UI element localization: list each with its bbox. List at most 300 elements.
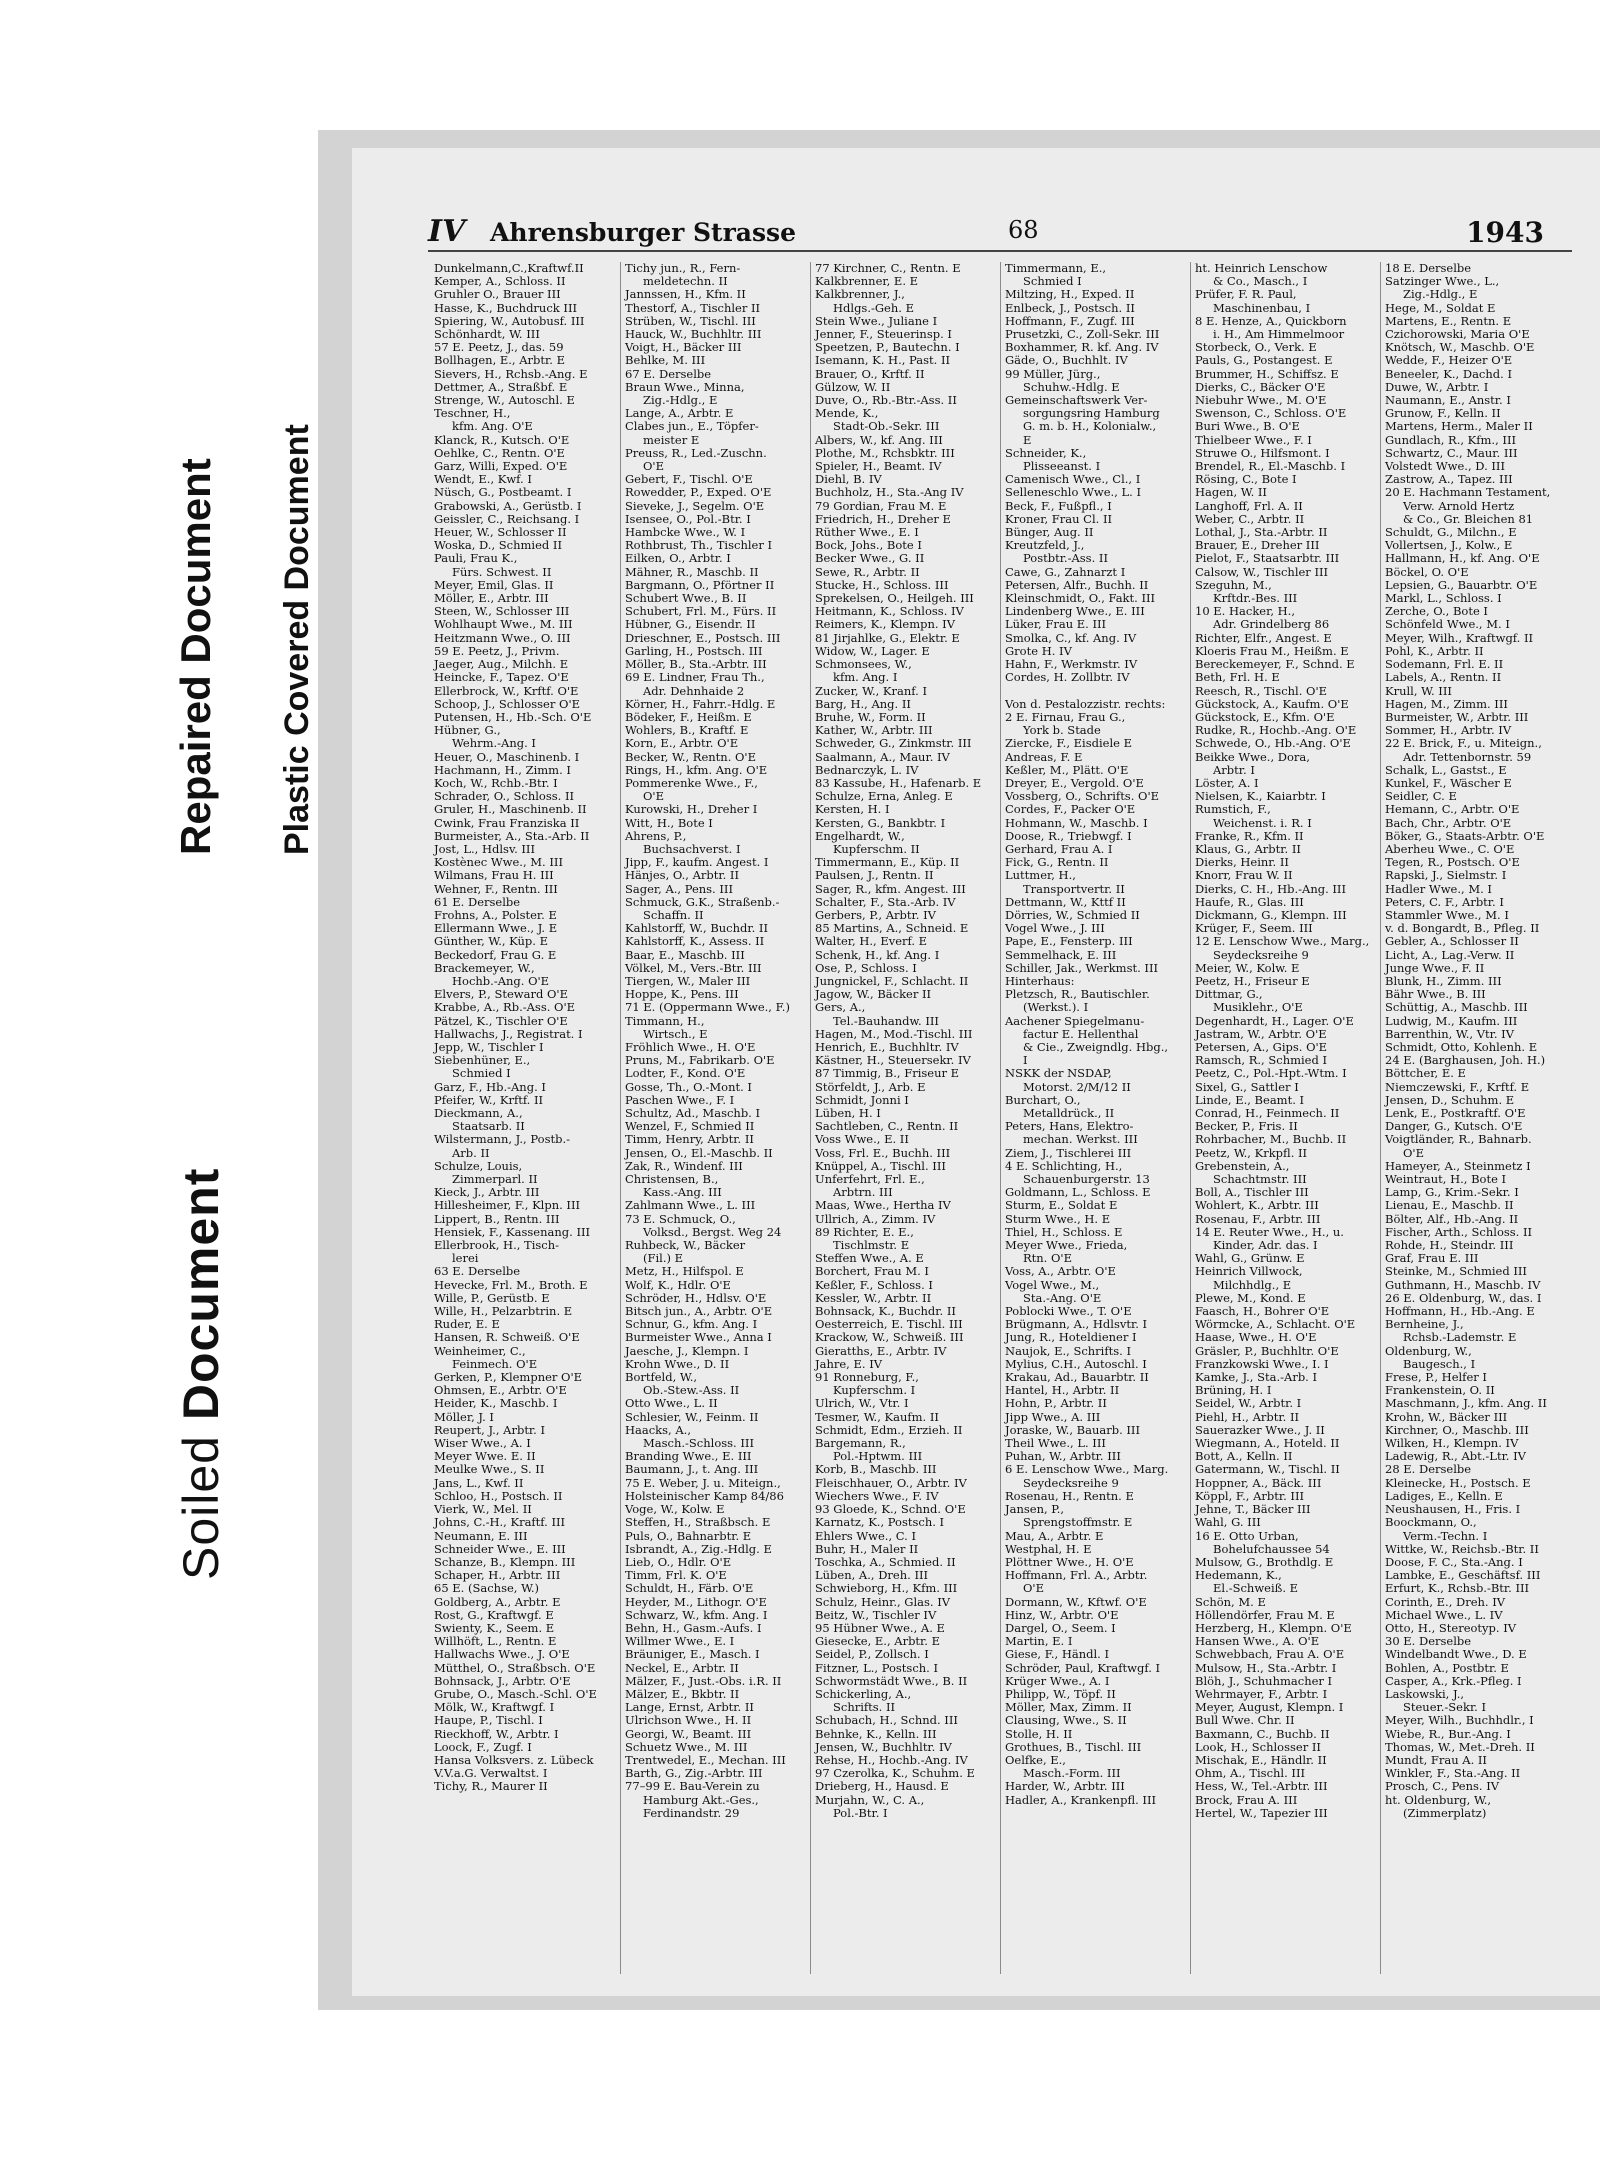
directory-entry: Böker, G., Staats-Arbtr. O'E — [1385, 829, 1545, 843]
directory-entry: Maas, Wwe., Hertha IV — [815, 1199, 951, 1213]
directory-entry: Martin, E. I — [1005, 1635, 1073, 1649]
directory-entry: Wolf, K., Hdlr. O'E — [625, 1278, 731, 1292]
directory-entry: Schoop, J., Schlosser O'E — [434, 697, 581, 711]
directory-entry: Schubach, H., Schnd. III — [815, 1714, 958, 1728]
directory-entry: Andreas, F. E — [1005, 750, 1083, 764]
directory-entry: Timmann, H., — [625, 1014, 705, 1028]
directory-entry: Schickerling, A., — [815, 1687, 912, 1701]
directory-entry: Rosenau, F., Arbtr. III — [1195, 1212, 1321, 1226]
directory-entry: Zahlmann Wwe., L. III — [625, 1199, 756, 1213]
directory-entry: Kemper, A., Schloss. II — [434, 275, 566, 289]
directory-entry: Siebenhüner, E., — [434, 1054, 531, 1068]
directory-entry: Hoffmann, F., Zugf. III — [1005, 314, 1135, 328]
directory-entry: Kalkbrenner, E. E — [815, 275, 919, 289]
directory-entry: Martens, E., Rentn. E — [1385, 314, 1512, 328]
directory-entry: Ose, P., Schloss. I — [815, 961, 917, 975]
directory-entry: Beneeler, K., Dachd. I — [1385, 367, 1512, 381]
directory-entry: Naumann, E., Anstr. I — [1385, 394, 1511, 408]
directory-entry: Schanze, B., Klempn. III — [434, 1555, 576, 1569]
directory-entry: 87 Timmig, B., Friseur E — [815, 1067, 960, 1081]
directory-entry: Jungnickel, F., Schlacht. II — [815, 974, 969, 988]
directory-entry: Cordes, F., Packer O'E — [1005, 803, 1136, 817]
directory-entry: Kästner, H., Steuersekr. IV — [815, 1054, 971, 1068]
directory-entry: Postbtr.-Ass. II — [1023, 552, 1108, 566]
plastic-covered-document-label: Plastic Covered Document — [278, 424, 316, 855]
directory-entry: Lienau, E., Maschb. II — [1385, 1199, 1514, 1213]
directory-entry: Schmied I — [452, 1067, 511, 1081]
directory-entry: Kirchner, O., Maschb. III — [1385, 1423, 1529, 1437]
directory-entry: Wohlert, K., Arbtr. III — [1195, 1199, 1319, 1213]
directory-entry: Gebert, F., Tischl. O'E — [625, 473, 753, 487]
directory-entry: Pauli, Frau K., — [434, 552, 518, 566]
directory-entry: Georgi, W., Beamt. III — [625, 1727, 752, 1741]
directory-entry: Christensen, B., — [625, 1173, 719, 1187]
directory-entry: Schlesier, W., Feinm. II — [625, 1410, 759, 1424]
directory-entry: Grube, O., Masch.-Schl. O'E — [434, 1687, 597, 1701]
directory-entry: Niebuhr Wwe., M. O'E — [1195, 394, 1327, 408]
directory-entry: Hänjes, O., Arbtr. II — [625, 869, 740, 883]
directory-entry: Adr. Grindelberg 86 — [1213, 618, 1330, 632]
directory-entry: Krohn, W., Bäcker III — [1385, 1410, 1508, 1424]
directory-entry: Jehne, T., Bäcker III — [1195, 1503, 1311, 1517]
directory-entry: Drieschner, E., Postsch. III — [625, 631, 781, 645]
directory-entry: Heinrich Villwock, — [1195, 1265, 1303, 1279]
directory-entry: (Zimmerplatz) — [1403, 1806, 1487, 1820]
directory-entry: Dickmann, G., Klempn. III — [1195, 908, 1347, 922]
directory-entry: Wille, P., Gerüstb. E — [434, 1291, 550, 1305]
directory-entry: 10 E. Hacker, H., — [1195, 605, 1295, 619]
directory-entry: Masch.-Form. III — [1023, 1767, 1121, 1781]
directory-entry: Motorst. 2/M/12 II — [1023, 1080, 1131, 1094]
directory-entry: Köppl, F., Arbtr. III — [1195, 1489, 1305, 1503]
directory-entry: Braun Wwe., Minna, — [625, 380, 745, 394]
directory-entry: Schrader, O., Schloss. II — [434, 790, 575, 804]
directory-entry: Clausing, Wwe., S. II — [1005, 1714, 1127, 1728]
directory-entry: Möller, E., Arbtr. III — [434, 592, 549, 606]
directory-entry: Pol.-Btr. I — [833, 1806, 888, 1820]
directory-entry: Schmidt, Jonni I — [815, 1093, 909, 1107]
column-4 — [1000, 262, 1189, 1974]
directory-entry: Bödeker, F., Heißm. E — [625, 710, 752, 724]
directory-entry: Wohlers, B., Kraftf. E — [625, 724, 749, 738]
directory-entry: 28 E. Derselbe — [1385, 1463, 1472, 1477]
directory-entry: Paschen Wwe., F. I — [625, 1093, 735, 1107]
directory-entry: Dörries, W., Schmied II — [1005, 908, 1140, 922]
directory-entry: Smolka, C., kf. Ang. IV — [1005, 631, 1137, 645]
directory-entry: 18 E. Derselbe — [1385, 262, 1472, 275]
directory-entry: Krackow, W., Schweiß. III — [815, 1331, 964, 1345]
directory-entry: Sachtleben, C., Rentn. II — [815, 1120, 959, 1134]
directory-entry: Gemeinschaftswerk Ver- — [1005, 394, 1148, 408]
directory-entry: Johns, C.-H., Kraftf. III — [434, 1516, 566, 1530]
directory-entry: v. d. Bongardt, B., Pfleg. II — [1385, 922, 1540, 936]
directory-entry: Meyer, Wilh., Buchhdlr., I — [1385, 1714, 1534, 1728]
directory-entry: Schultz, Ad., Maschb. I — [625, 1107, 761, 1120]
directory-entry: Jensen, W., Buchhltr. IV — [815, 1740, 952, 1754]
directory-entry: Staatsarb. II — [452, 1120, 525, 1134]
directory-entry: 63 E. Derselbe — [434, 1265, 521, 1279]
directory-entry: Bock, Johs., Bote I — [815, 539, 922, 553]
directory-entry: Harder, W., Arbtr. III — [1005, 1780, 1125, 1794]
directory-entry: Sauerazker Wwe., J. II — [1195, 1423, 1325, 1437]
directory-entry: Heider, K., Maschb. I — [434, 1397, 558, 1411]
directory-entry: Adr. Tettenbornstr. 59 — [1403, 750, 1532, 764]
directory-entry: Hansen Wwe., A. O'E — [1195, 1635, 1320, 1649]
page-number: 68 — [1008, 216, 1039, 244]
directory-entry: Sta.-Ang. O'E — [1023, 1291, 1102, 1305]
directory-entry: Kroner, Frau Cl. II — [1005, 512, 1113, 526]
directory-entry: Grothues, B., Tischl. III — [1005, 1740, 1142, 1754]
directory-entry: Kreutzfeld, J., — [1005, 539, 1085, 553]
directory-entry: Schneider Wwe., E. III — [434, 1542, 566, 1556]
directory-entry: Mulsow, G., Brothdlg. E — [1195, 1555, 1334, 1569]
directory-entry: Henrich, E., Buchhltr. IV — [815, 1040, 959, 1054]
directory-entry: Brüning, H. I — [1195, 1384, 1272, 1398]
directory-entry: Wenzel, F., Schmied II — [625, 1120, 755, 1134]
directory-entry: Voge, W., Kolw. E — [625, 1503, 725, 1517]
directory-entry: Sager, A., Pens. III — [625, 882, 733, 896]
directory-entry: 24 E. (Barghausen, Joh. H.) — [1385, 1054, 1546, 1068]
directory-entry: 79 Gordian, Frau M. E — [815, 499, 947, 513]
directory-entry: 4 E. Schlichting, H., — [1005, 1159, 1123, 1173]
directory-entry: Guthmann, H., Maschb. IV — [1385, 1278, 1541, 1292]
directory-entry: Lange, A., Arbtr. E — [625, 407, 734, 421]
directory-entry: 77 Kirchner, C., Rentn. E — [815, 262, 961, 275]
directory-entry: Lieb, O., Hdlr. O'E — [625, 1555, 732, 1569]
directory-entry: Gruhler O., Brauer III — [434, 288, 561, 302]
directory-entry: Spieler, H., Beamt. IV — [815, 460, 942, 474]
directory-entry: Schrifts. II — [833, 1701, 896, 1715]
directory-entry: Drieberg, H., Hausd. E — [815, 1780, 949, 1794]
directory-entry: Windelbandt Wwe., D. E — [1385, 1648, 1527, 1662]
directory-entry: Hagen, M., Zimm. III — [1385, 697, 1508, 711]
directory-entry: Rchsb.-Lademstr. E — [1403, 1331, 1517, 1345]
directory-entry: Niemczewski, F., Krftf. E — [1385, 1080, 1530, 1094]
directory-entry: Schuldt, G., Milchn., E — [1385, 526, 1517, 540]
directory-entry: 16 E. Otto Urban, — [1195, 1529, 1299, 1543]
directory-entry: Dierks, Heinr. II — [1195, 856, 1289, 870]
directory-entry: Schnur, G., kfm. Ang. I — [625, 1318, 758, 1332]
directory-entry: Wilstermann, J., Postb.- — [434, 1133, 570, 1147]
directory-entry: Corinth, E., Dreh. IV — [1385, 1595, 1506, 1609]
directory-entry: Weintraut, H., Bote I — [1385, 1173, 1507, 1187]
directory-entry: Hoffmann, H., Hb.-Ang. E — [1385, 1305, 1535, 1319]
directory-entry: E — [1023, 433, 1032, 447]
directory-entry: Seydecksreihe 9 — [1023, 1476, 1119, 1490]
directory-entry: O'E — [1023, 1582, 1044, 1596]
directory-entry: Giesecke, E., Arbtr. E — [815, 1635, 940, 1649]
directory-entry: Bohlen, A., Postbtr. E — [1385, 1661, 1509, 1675]
directory-entry: Rehse, H., Hochb.-Ang. IV — [815, 1753, 968, 1767]
directory-entry: Buhr, H., Maler II — [815, 1542, 919, 1556]
directory-entry: Schulze, Erna, Anleg. E — [815, 790, 953, 804]
directory-entry: Dierks, C., Bäcker O'E — [1195, 380, 1326, 394]
directory-entry: Engelhardt, W., — [815, 829, 905, 843]
directory-entry: & Cie., Zweigndlg. Hbg., — [1023, 1040, 1169, 1054]
directory-entry: Garz, F., Hb.-Ang. I — [434, 1080, 546, 1094]
directory-entry: Baugesch., I — [1403, 1357, 1476, 1371]
directory-entry: Oehlke, C., Rentn. O'E — [434, 446, 565, 460]
directory-entry: Pohl, K., Arbtr. II — [1385, 644, 1484, 658]
directory-entry: Körner, H., Fahrr.-Hdlg. E — [625, 697, 776, 711]
directory-entry: Pol.-Hptwm. III — [833, 1450, 923, 1464]
directory-entry: Witt, H., Bote I — [625, 816, 713, 830]
directory-entry: Bednarczyk, L. IV — [815, 763, 919, 777]
directory-entry: Rowedder, P., Exped. O'E — [625, 486, 772, 500]
directory-entry: Plöttner Wwe., H. O'E — [1005, 1555, 1134, 1569]
directory-entry: Kleinschmidt, O., Fakt. III — [1005, 592, 1156, 606]
directory-entry: Peetz, W., Krkpfl. II — [1195, 1146, 1308, 1160]
directory-entry: Sturm, E., Soldat E — [1005, 1199, 1118, 1213]
directory-entry: Boll, A., Tischler III — [1195, 1186, 1309, 1200]
directory-entry: Schuetz Wwe., M. III — [625, 1740, 748, 1754]
directory-entry: Widow, W., Lager. E — [815, 644, 930, 658]
directory-entry: Ludwig, M., Kaufm. III — [1385, 1014, 1518, 1028]
directory-entry: Verm.-Techn. I — [1403, 1529, 1488, 1543]
directory-entry: Burmeister, W., Arbtr. III — [1385, 710, 1529, 724]
directory-entry: Puls, O., Bahnarbtr. E — [625, 1529, 752, 1543]
directory-entry: Musiklehr., O'E — [1213, 1001, 1303, 1015]
directory-entry: Tichy jun., R., Fern- — [625, 262, 741, 275]
section-number: IV — [428, 214, 466, 249]
directory-entry: Richter, Elfr., Angest. E — [1195, 631, 1332, 645]
directory-entry: Thestorf, A., Tischler II — [625, 301, 761, 315]
directory-entry: Sievers, H., Rchsb.-Ang. E — [434, 367, 588, 381]
directory-entry: Dettmann, W., Kttf II — [1005, 895, 1126, 909]
directory-entry: Hohmann, W., Maschb. I — [1005, 816, 1148, 830]
directory-entry: Dunkelmann,C.,Kraftwf.II — [434, 262, 584, 275]
directory-entry: Ellerbrock, W., Krftf. O'E — [434, 684, 579, 698]
directory-entry: mechan. Werkst. III — [1023, 1133, 1138, 1147]
directory-entry: Adr. Dehnhaide 2 — [643, 684, 745, 698]
directory-entry: Lüben, H. I — [815, 1107, 881, 1120]
directory-entry: Erfurt, K., Rchsb.-Btr. III — [1385, 1582, 1530, 1596]
directory-entry: Frese, P., Helfer I — [1385, 1371, 1487, 1385]
directory-entry: 20 E. Hachmann Testament, — [1385, 486, 1551, 500]
directory-entry: Neckel, E., Arbtr. II — [625, 1661, 739, 1675]
directory-entry: Grebenstein, A., — [1195, 1159, 1290, 1173]
directory-entry: Rost, G., Kraftwgf. E — [434, 1608, 554, 1622]
directory-entry: Puhan, W., Arbtr. III — [1005, 1450, 1121, 1464]
directory-entry: Arb. II — [452, 1146, 490, 1160]
directory-entry: Jost, L., Hdlsv. III — [434, 842, 536, 856]
directory-entry: Ulrich, W., Vtr. I — [815, 1397, 909, 1411]
directory-entry: Neushausen, H., Fris. I — [1385, 1503, 1521, 1517]
directory-entry: Beth, Frl. H. E — [1195, 671, 1280, 685]
directory-entry: Jensen, O., El.-Maschb. II — [625, 1146, 773, 1160]
directory-entry: Heincke, F., Tapez. O'E — [434, 671, 569, 685]
directory-entry: Ladewig, R., Abt.-Ltr. IV — [1385, 1450, 1526, 1464]
directory-entry: (Werkst.). I — [1023, 1001, 1089, 1015]
directory-entry: meldetechn. II — [643, 275, 728, 289]
directory-entry: Schneider, K., — [1005, 446, 1087, 460]
directory-entry: Wiser Wwe., A. I — [434, 1437, 531, 1451]
directory-entry: Tesmer, W., Kaufm. II — [815, 1410, 939, 1424]
directory-entry: Hess, W., Tel.-Arbtr. III — [1195, 1780, 1328, 1794]
directory-entry: Kloeris Frau M., Heißm. E — [1195, 644, 1349, 658]
directory-entry: Jipp, F., kaufm. Angest. I — [625, 856, 769, 870]
directory-entry: Mälzer, F., Just.-Obs. i.R. II — [625, 1674, 782, 1688]
directory-entry: Buri Wwe., B. O'E — [1195, 420, 1300, 434]
directory-entry: Schuldt, H., Färb. O'E — [625, 1582, 754, 1596]
directory-entry: 57 E. Peetz, J., das. 59 — [434, 341, 564, 355]
directory-entry: Schaffn. II — [643, 908, 704, 922]
directory-entry: Cawe, G., Zahnarzt I — [1005, 565, 1126, 579]
directory-entry: Schaper, H., Arbtr. III — [434, 1569, 561, 1583]
directory-entry: Licht, A., Lag.-Verw. II — [1385, 948, 1515, 962]
directory-entry: Bargemann, R., — [815, 1437, 906, 1451]
column-2 — [620, 262, 809, 1974]
directory-entry: Jipp Wwe., A. III — [1005, 1410, 1101, 1424]
directory-entry: Rings, H., kfm. Ang. O'E — [625, 763, 768, 777]
directory-entry: Giese, F., Händl. I — [1005, 1648, 1110, 1662]
directory-entry: Haase, Wwe., H. O'E — [1195, 1331, 1317, 1345]
year: 1943 — [1466, 216, 1544, 249]
directory-entry: 99 Müller, Jürg., — [1005, 367, 1101, 381]
directory-entry: Mähner, R., Maschb. II — [625, 565, 759, 579]
directory-entry: Heuer, W., Schlosser II — [434, 526, 567, 540]
directory-entry: Wiebe, R., Bur.-Ang. I — [1385, 1727, 1511, 1741]
directory-entry: Willmer Wwe., E. I — [625, 1635, 735, 1649]
directory-entry: Jaesche, J., Klempn. I — [625, 1344, 749, 1358]
directory-entry: Sprengstoffmstr. E — [1023, 1516, 1133, 1530]
directory-entry: Frankenstein, O. II — [1385, 1384, 1495, 1398]
directory-entry: 75 E. Weber, J. u. Miteign., — [625, 1476, 781, 1490]
directory-entry: Jahre, E. IV — [815, 1357, 883, 1371]
directory-entry: Schönfeld Wwe., M. I — [1385, 618, 1510, 632]
directory-entry: Dieckmann, A., — [434, 1107, 523, 1120]
directory-entry: Kather, W., Arbtr. III — [815, 724, 933, 738]
directory-entry: Heitmann, K., Schloss. IV — [815, 605, 964, 619]
directory-entry: Philipp, W., Töpf. II — [1005, 1687, 1116, 1701]
directory-entry: Ramsch, R., Schmied I — [1195, 1054, 1328, 1068]
directory-entry: Toschka, A., Schmied. II — [815, 1555, 956, 1569]
directory-entry: Hadler, A., Krankenpfl. III — [1005, 1793, 1157, 1807]
directory-entry: Ob.-Stew.-Ass. II — [643, 1384, 740, 1398]
directory-entry: 97 Czerolka, K., Schuhm. E — [815, 1767, 975, 1781]
directory-entry: Krabbe, A., Rb.-Ass. O'E — [434, 1001, 576, 1015]
directory-entry: Paulsen, J., Rentn. II — [815, 869, 934, 883]
directory-entry: Hübner, G., Eisendr. II — [625, 618, 756, 632]
directory-entry: Beikke Wwe., Dora, — [1195, 750, 1310, 764]
directory-entry: Peters, C. F., Arbtr. I — [1385, 895, 1504, 909]
directory-entry: 91 Ronneburg, F., — [815, 1371, 919, 1385]
directory-entry: Saalmann, A., Maur. IV — [815, 750, 950, 764]
directory-entry: Masch.-Schloss. III — [643, 1437, 754, 1451]
directory-entry: Boxhammer, R. kf. Ang. IV — [1005, 341, 1159, 355]
directory-entry: meister E — [643, 433, 700, 447]
directory-entry: Stammler Wwe., M. I — [1385, 908, 1509, 922]
directory-entry: Kass.-Ang. III — [643, 1186, 722, 1200]
directory-entry: Unferfehrt, Frl. E., — [815, 1173, 925, 1187]
directory-entry: Bohnsack, J., Arbtr. O'E — [434, 1674, 571, 1688]
directory-entry: Semmelhack, E. III — [1005, 948, 1117, 962]
directory-entry: Korn, E., Arbtr. O'E — [625, 737, 739, 751]
directory-entry: Brauer, E., Dreher III — [1195, 539, 1320, 553]
directory-entry: Isemann, K. H., Past. II — [815, 354, 951, 368]
directory-entry: Storbeck, O., Verk. E — [1195, 341, 1317, 355]
directory-entry: Schiller, Jak., Werkmst. III — [1005, 961, 1159, 975]
directory-entry: Zig.-Hdlg., E — [643, 394, 718, 408]
directory-entry: El.-Schweiß. E — [1213, 1582, 1299, 1596]
directory-entry: Faasch, H., Bohrer O'E — [1195, 1305, 1330, 1319]
directory-entry: (Fil.) E — [643, 1252, 684, 1266]
directory-entry: Nüsch, G., Postbeamt. I — [434, 486, 572, 500]
directory-entry: Krüger, F., Seem. III — [1195, 922, 1313, 936]
directory-entry: Kessler, W., Arbtr. II — [815, 1291, 932, 1305]
directory-entry: Kostènec Wwe., M. III — [434, 856, 563, 870]
directory-entry: Naujok, E., Schrifts. I — [1005, 1344, 1131, 1358]
directory-entry: Wille, H., Pelzarbtrin. E — [434, 1305, 573, 1319]
directory-entry: Vogel Wwe., M., — [1005, 1278, 1100, 1292]
directory-entry: Pommerenke Wwe., F., — [625, 776, 758, 790]
directory-entry: Reimers, K., Klempn. IV — [815, 618, 956, 632]
directory-entry: Volksd., Bergst. Weg 24 — [643, 1225, 782, 1239]
directory-entry: Laskowski, J., — [1385, 1687, 1465, 1701]
directory-entry: Hahn, F., Werkmstr. IV — [1005, 658, 1138, 672]
directory-entry: Kersten, G., Bankbtr. I — [815, 816, 946, 830]
directory-entry: Brackemeyer, W., — [434, 961, 535, 975]
directory-entry: Gebler, A., Schlosser II — [1385, 935, 1519, 949]
directory-entry: Mundt, Frau A. II — [1385, 1753, 1487, 1767]
directory-entry: Plisseeanst. I — [1023, 460, 1101, 474]
directory-entry: Bull Wwe. Chr. II — [1195, 1714, 1295, 1728]
directory-entry: Ullrich, A., Zimm. IV — [815, 1212, 936, 1226]
directory-entry: Völkel, M., Vers.-Btr. III — [625, 961, 762, 975]
directory-entry: 6 E. Lenschow Wwe., Marg. — [1005, 1463, 1169, 1477]
directory-entry: Westphal, H. E — [1005, 1542, 1092, 1556]
directory-columns — [430, 262, 1570, 1974]
directory-entry: Brügmann, A., Hdlsvtr. I — [1005, 1318, 1148, 1332]
directory-entry: Jannssen, H., Kfm. II — [625, 288, 746, 302]
directory-entry: Neumann, E. III — [434, 1529, 528, 1543]
directory-entry: Miltzing, H., Exped. II — [1005, 288, 1135, 302]
directory-entry: Prusetzki, C., Zoll-Sekr. III — [1005, 328, 1160, 342]
directory-entry: Behlke, M. III — [625, 354, 706, 368]
directory-entry: Heuer, O., Maschinenb. I — [434, 750, 580, 764]
directory-entry: Beck, F., Fußpfl., I — [1005, 499, 1112, 513]
directory-entry: Bernheine, J., — [1385, 1318, 1464, 1332]
directory-entry: Fitzner, L., Postsch. I — [815, 1661, 939, 1675]
directory-entry: Schröder, Paul, Kraftwgf. I — [1005, 1661, 1161, 1675]
directory-entry: Look, H., Schlosser II — [1195, 1740, 1321, 1754]
directory-entry: 8 E. Henze, A., Quickborn — [1195, 314, 1347, 328]
directory-entry: Walter, H., Everf. E — [815, 935, 928, 949]
directory-entry: 69 E. Lindner, Frau Th., — [625, 671, 765, 685]
directory-entry: Ohm, A., Tischl. III — [1195, 1767, 1306, 1781]
directory-entry: Pauls, G., Postangest. E — [1195, 354, 1333, 368]
directory-entry: Bölter, Alf., Hb.-Ang. II — [1385, 1212, 1519, 1226]
directory-entry: Tischlmstr. E — [833, 1239, 910, 1253]
directory-entry: I — [1023, 1054, 1028, 1068]
directory-entry: Hertel, W., Tapezier III — [1195, 1806, 1328, 1820]
directory-entry: Dreyer, E., Vergold. O'E — [1005, 776, 1144, 790]
directory-entry: Behn, H., Gasm.-Aufs. I — [625, 1621, 762, 1635]
directory-entry: Ellermann Wwe., J. E — [434, 922, 558, 936]
directory-entry: Lenk, E., Postkraftf. O'E — [1385, 1107, 1526, 1120]
directory-entry: Aachener Spiegelmanu- — [1005, 1014, 1145, 1028]
directory-entry: Michael Wwe., L. IV — [1385, 1608, 1503, 1622]
directory-entry: Bott, A., Kelln. II — [1195, 1450, 1293, 1464]
directory-entry: Stadt-Ob.-Sekr. III — [833, 420, 940, 434]
directory-entry: Kinder, Adr. das. I — [1213, 1239, 1318, 1253]
directory-entry: Preuss, R., Led.-Zuschn. — [625, 446, 767, 460]
directory-entry: Böttcher, E. E — [1385, 1067, 1466, 1081]
directory-entry: Schwormstädt Wwe., B. II — [815, 1674, 968, 1688]
directory-entry: Albers, W., kf. Ang. III — [815, 433, 943, 447]
directory-entry: Mulsow, H., Sta.-Arbtr. I — [1195, 1661, 1337, 1675]
directory-entry: Schön, M. E — [1195, 1595, 1266, 1609]
